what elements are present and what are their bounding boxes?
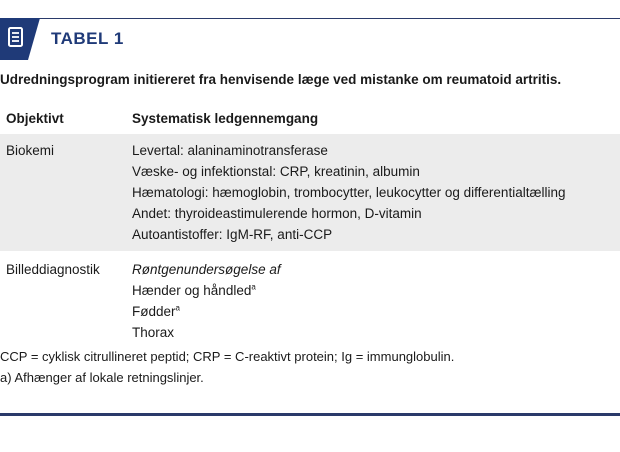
footnote: CCP = cyklisk citrullineret peptid; CRP = C-reaktivt protein; Ig = immunglobulin. <box>0 349 455 364</box>
table-caption: Udredningsprogram initiereret fra henvisende læge ved mistanke om reumatoid artritis. <box>0 72 562 87</box>
row-line: Røntgenundersøgelse af <box>132 262 281 277</box>
table-header <box>0 106 620 134</box>
row-line <box>132 280 620 301</box>
top-rule <box>38 18 620 19</box>
row-line: Væske- og infektionstal: CRP, kreatinin, albumin <box>132 164 420 179</box>
row-line: Thorax <box>132 325 175 340</box>
column-header-ledgennemgang: Systematisk ledgennemgang <box>132 111 319 126</box>
row-line-text: Hænder og håndled <box>132 283 252 298</box>
footnote-marker: a <box>251 282 256 292</box>
row-content <box>132 140 620 245</box>
footnote: a) Afhænger af lokale retningslinjer. <box>0 370 204 385</box>
row-line: Autoantistoffer: IgM-RF, anti-CCP <box>132 227 333 242</box>
table-badge <box>0 18 40 60</box>
table-row-billeddiagnostik <box>0 251 620 349</box>
row-line: Levertal: alaninaminotransferase <box>132 143 328 158</box>
column-header-objektivt: Objektivt <box>6 111 64 126</box>
table-title: TABEL 1 <box>51 29 124 48</box>
row-content <box>132 259 620 343</box>
footnotes <box>0 346 454 388</box>
row-label: Billeddiagnostik <box>6 262 100 277</box>
row-line: Andet: thyroideastimulerende hormon, D-vitamin <box>132 206 422 221</box>
document-list-icon <box>0 18 42 60</box>
row-line: Hæmatologi: hæmoglobin, trombocytter, leukocytter og differentialtælling <box>132 185 566 200</box>
row-line <box>132 301 620 322</box>
footnote-marker: a <box>175 303 180 313</box>
row-line-text: Fødder <box>132 304 176 319</box>
bottom-rule <box>0 413 620 416</box>
table-row-biokemi <box>0 134 620 251</box>
row-label: Biokemi <box>6 143 55 158</box>
data-table <box>0 106 620 349</box>
